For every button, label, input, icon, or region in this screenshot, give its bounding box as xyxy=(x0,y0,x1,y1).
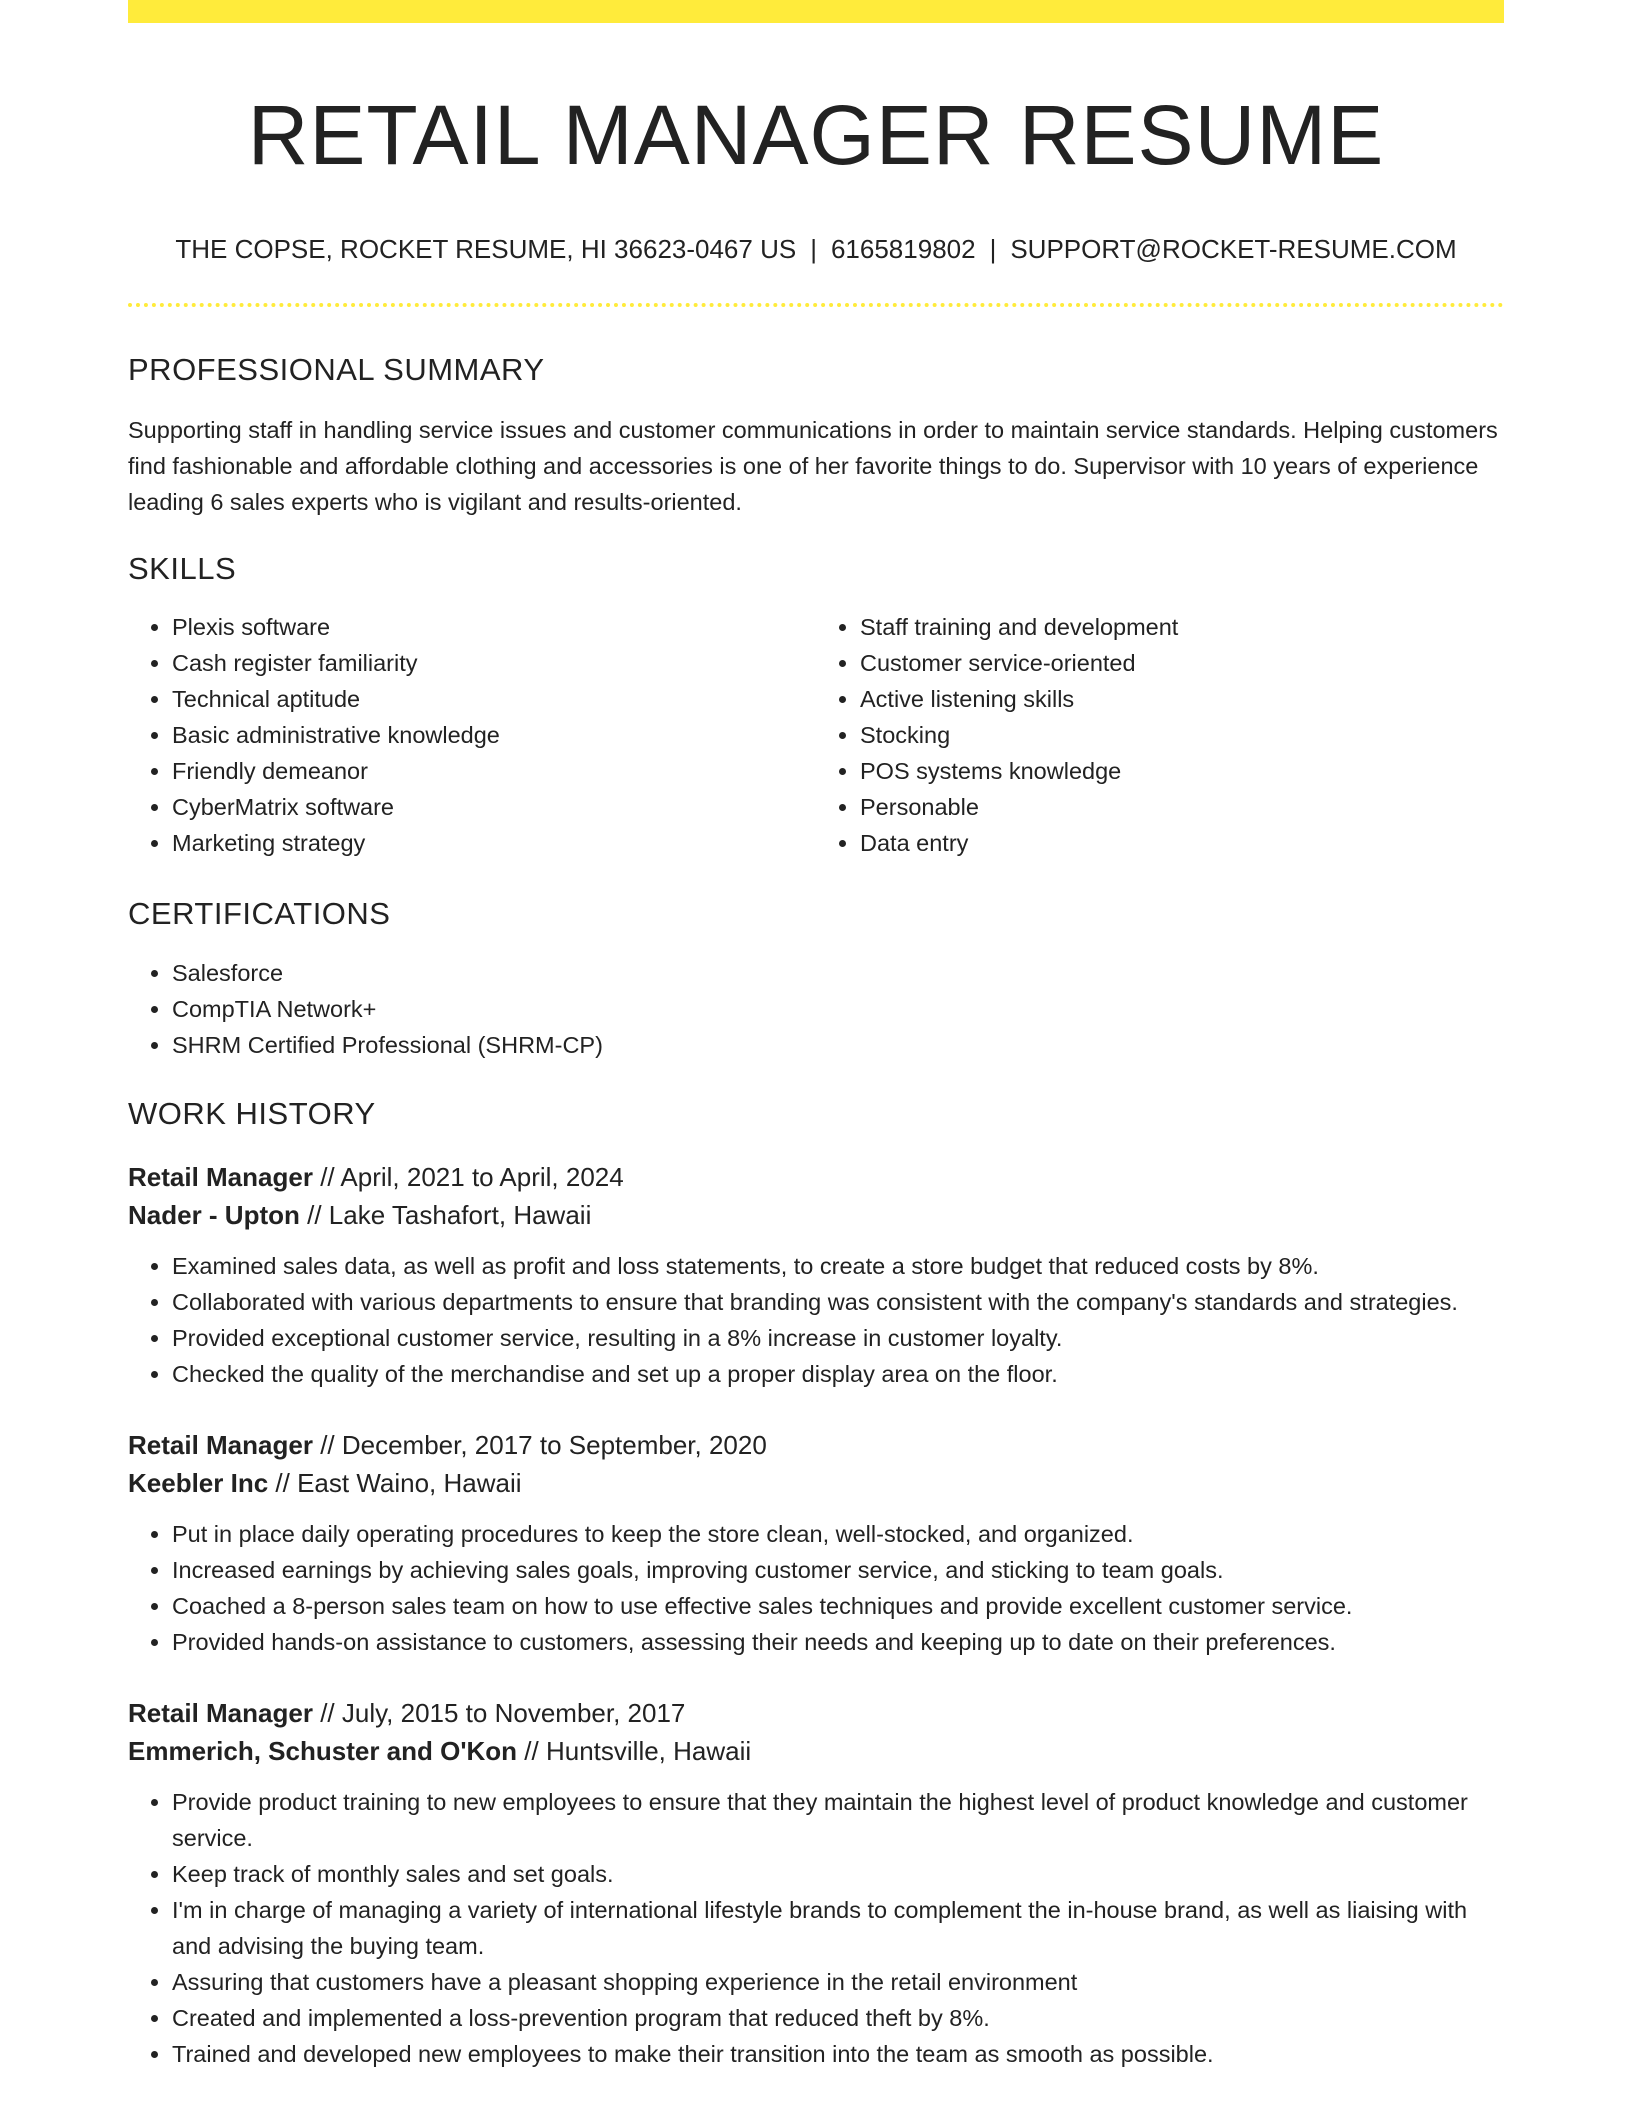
dotted-divider xyxy=(128,303,1504,307)
job-title-line xyxy=(128,1694,1504,1732)
job-company-line xyxy=(128,1732,1504,1770)
skill-item: • Technical aptitude xyxy=(172,681,816,717)
skill-item: • Staff training and development xyxy=(860,609,1504,645)
skill-item: • Customer service-oriented xyxy=(860,645,1504,681)
job-bullet: • Collaborated with various departments to ensure that branding was consistent with the company's standards and strategies. xyxy=(172,1284,1504,1320)
job-bullet: • Assuring that customers have a pleasant shopping experience in the retail environment xyxy=(172,1964,1504,2000)
contact-line xyxy=(128,234,1504,265)
job-company-line xyxy=(128,1196,1504,1234)
job-bullet: • Provided exceptional customer service, resulting in a 8% increase in customer loyalty. xyxy=(172,1320,1504,1356)
job-entry xyxy=(128,1694,1504,2072)
summary-text: Supporting staff in handling service issues and customer communications in order to maintain service standards. Helping customers find fashionable and affordable clothing and accessories is one of her favorite things to do. Supervisor with 10 years of experience leading 6 sales experts who is vigilant and results-oriented. xyxy=(128,417,1498,516)
contact-phone[interactable]: 6165819802 xyxy=(830,233,976,264)
job-company-line xyxy=(128,1464,1504,1502)
job-bullet: • Put in place daily operating procedures to keep the store clean, well-stocked, and organized. xyxy=(172,1516,1504,1552)
job-bullet: • Keep track of monthly sales and set goals. xyxy=(172,1856,1504,1892)
certification-item: • SHRM Certified Professional (SHRM-CP) xyxy=(172,1027,1504,1063)
job-bullet: • Provide product training to new employees to ensure that they maintain the highest level of product knowledge and customer service. xyxy=(172,1784,1504,1856)
job-role: Retail Manager xyxy=(128,1697,313,1728)
job-entry xyxy=(128,1158,1504,1392)
skill-item: • Plexis software xyxy=(172,609,816,645)
job-entry xyxy=(128,1426,1504,1660)
contact-separator: | xyxy=(810,233,817,264)
job-bullet: • Trained and developed new employees to make their transition into the team as smooth as possible. xyxy=(172,2036,1504,2072)
job-bullet: • Increased earnings by achieving sales goals, improving customer service, and sticking to team goals. xyxy=(172,1552,1504,1588)
certification-item: • CompTIA Network+ xyxy=(172,991,1504,1027)
skill-item: • Cash register familiarity xyxy=(172,645,816,681)
job-location: // East Waino, Hawaii xyxy=(275,1467,522,1498)
work-history-heading: WORK HISTORY xyxy=(128,1095,376,1131)
job-bullets xyxy=(128,1516,1504,1660)
job-bullet: • Checked the quality of the merchandise and set up a proper display area on the floor. xyxy=(172,1356,1504,1392)
job-bullet: • Examined sales data, as well as profit and loss statements, to create a store budget that reduced costs by 8%. xyxy=(172,1248,1504,1284)
skill-item: • Data entry xyxy=(860,825,1504,861)
job-bullet: • I'm in charge of managing a variety of international lifestyle brands to complement the in-house brand, as well as liaising with and advising the buying team. xyxy=(172,1892,1504,1964)
certifications-list xyxy=(128,955,1504,1063)
job-bullets xyxy=(128,1248,1504,1392)
skill-item: • POS systems knowledge xyxy=(860,753,1504,789)
job-bullets xyxy=(128,1784,1504,2072)
certification-item: • Salesforce xyxy=(172,955,1504,991)
job-company: Emmerich, Schuster and O'Kon xyxy=(128,1735,518,1766)
skill-item: • Basic administrative knowledge xyxy=(172,717,816,753)
skill-item: • Stocking xyxy=(860,717,1504,753)
job-dates: // April, 2021 to April, 2024 xyxy=(320,1161,624,1192)
job-title-line xyxy=(128,1426,1504,1464)
skill-item: • Marketing strategy xyxy=(172,825,816,861)
skills-columns xyxy=(128,609,1504,861)
job-role: Retail Manager xyxy=(128,1429,313,1460)
resume-page xyxy=(128,0,1504,2072)
job-dates: // July, 2015 to November, 2017 xyxy=(320,1697,686,1728)
skills-list-left xyxy=(128,609,816,861)
resume-title: RETAIL MANAGER RESUME xyxy=(247,88,1385,182)
job-bullet: • Provided hands-on assistance to customers, assessing their needs and keeping up to date on their preferences. xyxy=(172,1624,1504,1660)
contact-separator: | xyxy=(989,233,997,264)
job-bullet: • Coached a 8-person sales team on how to use effective sales techniques and provide excellent customer service. xyxy=(172,1588,1504,1624)
job-role: Retail Manager xyxy=(128,1161,313,1192)
certifications-heading: CERTIFICATIONS xyxy=(128,896,391,932)
skill-item: • Friendly demeanor xyxy=(172,753,816,789)
job-location: // Lake Tashafort, Hawaii xyxy=(307,1199,592,1230)
job-title-line xyxy=(128,1158,1504,1196)
job-bullet: • Created and implemented a loss-prevention program that reduced theft by 8%. xyxy=(172,2000,1504,2036)
skill-item: • Active listening skills xyxy=(860,681,1504,717)
contact-email[interactable]: SUPPORT@ROCKET-RESUME.COM xyxy=(1010,233,1457,264)
contact-address: THE COPSE, ROCKET RESUME, HI 36623-0467 US xyxy=(175,233,797,264)
skill-item: • Personable xyxy=(860,789,1504,825)
skill-item: • CyberMatrix software xyxy=(172,789,816,825)
job-dates: // December, 2017 to September, 2020 xyxy=(320,1429,767,1460)
job-company: Keebler Inc xyxy=(128,1467,269,1498)
job-company: Nader - Upton xyxy=(128,1199,300,1230)
skills-list-right xyxy=(816,609,1504,861)
accent-bar xyxy=(128,0,1504,23)
skills-heading: SKILLS xyxy=(128,551,237,587)
job-location: // Huntsville, Hawaii xyxy=(524,1735,752,1766)
summary-heading: PROFESSIONAL SUMMARY xyxy=(128,351,545,387)
